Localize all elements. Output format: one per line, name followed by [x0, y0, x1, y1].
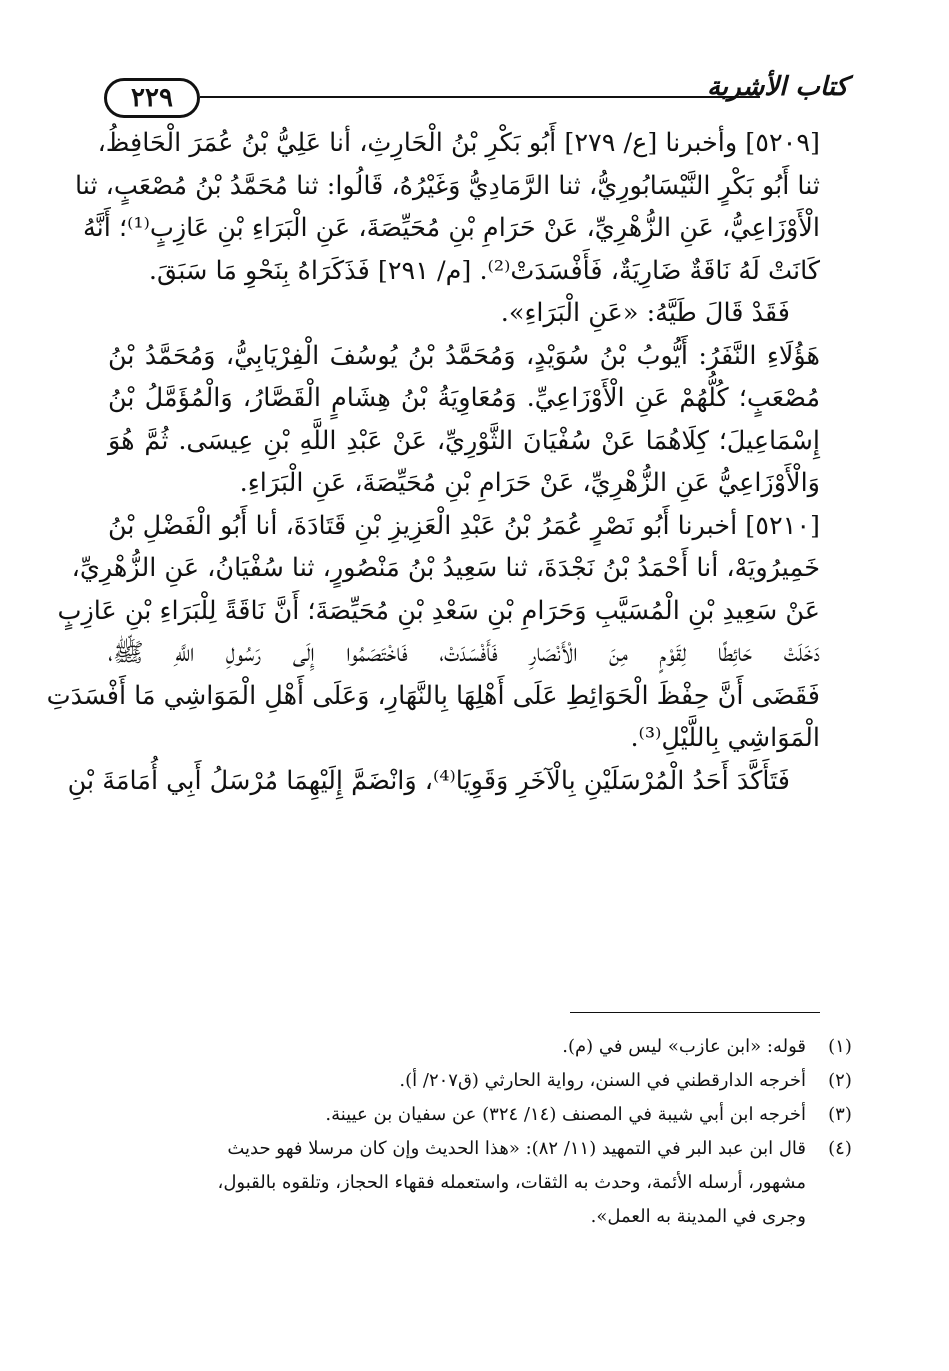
main-text: [46, 122, 820, 802]
text-line: إِسْمَاعِيلَ؛ كِلَاهُمَا عَنْ سُفْيَانَ الثَّوْرِيِّ، عَنْ عَبْدِ اللَّهِ بْنِ عِيسَى. ثُمَّ هُوَ: [108, 425, 820, 456]
footnote-number: (٤): [828, 1138, 852, 1159]
footnote-number: (١): [828, 1036, 852, 1057]
footnote: [110, 1030, 862, 1064]
footnote-number: (٣): [828, 1104, 852, 1125]
footnote-text: أخرجه الدارقطني في السنن، رواية الحارثي (ق٢٠٧/ أ).: [399, 1070, 806, 1091]
footnote-text: مشهور، أرسله الأئمة، وحدث به الثقات، واستعمله فقهاء الحجاز، وتلقوه بالقبول،: [217, 1172, 806, 1193]
page-number: ٢٢٩: [104, 78, 200, 118]
text-line: [٥٢٠٩] وأخبرنا [ع/ ٢٧٩] أَبُو بَكْرِ بْنُ الْحَارِثِ، أنا عَلِيُّ بْنُ عُمَرَ الْحَافِظُ،: [97, 128, 820, 158]
text-line: الْأَوْزَاعِيُّ، عَنِ الزُّهْرِيِّ، عَنْ حَرَامِ بْنِ مُحَيِّصَةَ، عَنِ الْبَرَاءِ بْنِ عَازِبٍ⁽¹⁾؛ أَنَّهُ: [83, 213, 820, 243]
footnote-text: أخرجه ابن أبي شيبة في المصنف (١٤/ ٣٢٤) عن سفيان بن عيينة.: [325, 1104, 806, 1125]
text-line: وَالْأَوْزَاعِيُّ عَنِ الزُّهْرِيِّ، عَنْ حَرَامِ بْنِ مُحَيِّصَةَ، عَنِ الْبَرَاءِ.: [239, 468, 820, 498]
text-line: مُصْعَبٍ؛ كُلُّهُمْ عَنِ الْأَوْزَاعِيِّ. وَمُعَاوِيَةُ بْنُ هِشَامٍ الْقَصَّارُ، وَالْمُؤَمَّلُ بْنُ: [108, 383, 820, 413]
footnote-text: قوله: «ابن عازب» ليس في (م).: [562, 1036, 806, 1057]
text-line: الْمَوَاشِي بِاللَّيْلِ⁽³⁾.: [630, 723, 820, 753]
text-line: [٥٢١٠] أخبرنا أَبُو نَصْرٍ عُمَرُ بْنُ عَبْدِ الْعَزِيزِ بْنِ قَتَادَةَ، أنا أَبُو الْفَضْلِ بْنُ: [108, 510, 820, 541]
text-line: عَنْ سَعِيدِ بْنِ الْمُسَيَّبِ وَحَرَامِ بْنِ سَعْدِ بْنِ مُحَيِّصَةَ؛ أَنَّ نَاقَةً لِلْبَرَاءِ بْنِ عَازِبٍ: [57, 595, 820, 626]
footnote-text: قال ابن عبد البر في التمهيد (١١/ ٨٢): «هذا الحديث وإن كان مرسلا فهو حديث: [227, 1138, 806, 1159]
footnotes: [110, 1030, 862, 1234]
text-line: فَقَضَى أَنَّ حِفْظَ الْحَوَائِطِ عَلَى أَهْلِهَا بِالنَّهَارِ، وَعَلَى أَهْلِ الْمَوَاشِي مَا أَفْسَدَتِ: [46, 680, 820, 711]
text-line: فَقَدْ قَالَ طَيَّهُ: «عَنِ الْبَرَاءِ».: [500, 298, 790, 328]
footnote-number: (٢): [828, 1070, 852, 1091]
text-line: خَمِيرُويَهْ، أنا أَحْمَدُ بْنُ نَجْدَةَ، ثنا سَعِيدُ بْنُ مَنْصُورٍ، ثنا سُفْيَانُ، عَنِ الزُّهْرِيِّ،: [71, 553, 820, 583]
footnote: [110, 1132, 862, 1234]
footnote: [110, 1064, 862, 1098]
header-rule: [200, 96, 760, 98]
text-line: هَؤُلَاءِ النَّفَرُ: أَيُّوبُ بْنُ سُوَيْدٍ، وَمُحَمَّدُ بْنُ يُوسُفَ الْفِرْيَابِيُّ، وَمُحَمَّدُ بْنُ: [108, 340, 820, 371]
book-title: كتاب الأشربة: [706, 72, 848, 102]
text-line: فَتَأَكَّدَ أَحَدُ الْمُرْسَلَيْنِ بِالْآخَرِ وَقَوِيَا⁽⁴⁾، وَانْضَمَّ إِلَيْهِمَا مُرْسَلُ أَبِي أُمَامَةَ بْنِ: [67, 765, 790, 796]
footnote-separator: [570, 1012, 820, 1013]
text-line: ثنا أَبُو بَكْرٍ النَّيْسَابُورِيُّ، ثنا الرَّمَادِيُّ وَغَيْرُهُ، قَالُوا: ثنا مُحَمَّدُ بْنُ مُصْعَبٍ، ثنا: [74, 170, 820, 201]
text-line: دَخَلَتْ حَائِطًا لِقَوْمٍ مِنَ الْأَنْصَارِ فَأَفْسَدَتْ، فَاخْتَصَمُوا إِلَى رَسُولِ اللَّهِ ﷺ،: [108, 638, 820, 668]
text-line: كَانَتْ لَهُ نَاقَةٌ ضَارِيَةٌ، فَأَفْسَدَتْ⁽²⁾. [م/ ٢٩١] فَذَكَرَاهُ بِنَحْوِ مَا سَبَقَ.: [148, 255, 820, 286]
footnote-text: وجرى في المدينة به العمل».: [590, 1206, 806, 1227]
footnote: [110, 1098, 862, 1132]
